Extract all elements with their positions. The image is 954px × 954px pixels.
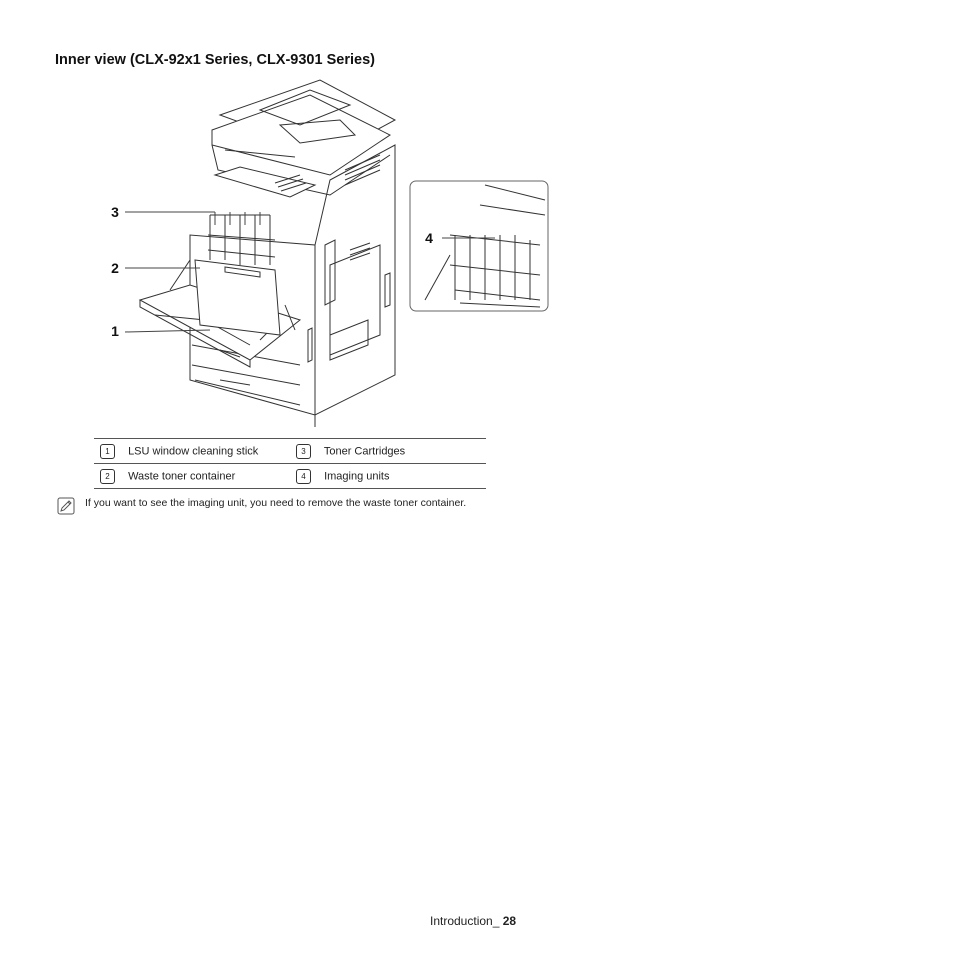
callout-2: 2 xyxy=(101,254,129,282)
legend-number: 1 xyxy=(100,444,115,459)
parts-legend-table xyxy=(94,438,486,489)
callout-3: 3 xyxy=(101,198,129,226)
pencil-note-icon xyxy=(57,497,75,515)
page-heading: Inner view (CLX-92x1 Series, CLX-9301 Series) xyxy=(55,52,375,68)
table-row xyxy=(94,464,486,489)
legend-label: Waste toner container xyxy=(128,469,236,482)
callout-4: 4 xyxy=(415,224,443,252)
legend-label: Toner Cartridges xyxy=(323,444,406,457)
note-text: If you want to see the imaging unit, you need to remove the waste toner container. xyxy=(85,497,467,509)
printer-inner-view-illustration xyxy=(100,75,560,435)
table-row xyxy=(94,439,486,464)
legend-number: 4 xyxy=(296,469,311,484)
printer-body xyxy=(190,80,395,427)
legend-number: 3 xyxy=(296,444,311,459)
legend-label: Imaging units xyxy=(324,469,390,482)
footer-section: Introduction_ xyxy=(430,914,503,928)
callout-1: 1 xyxy=(101,317,129,345)
page-number: 28 xyxy=(502,914,517,928)
page-footer xyxy=(430,914,516,928)
legend-label: LSU window cleaning stick xyxy=(128,444,259,457)
legend-number: 2 xyxy=(100,469,115,484)
